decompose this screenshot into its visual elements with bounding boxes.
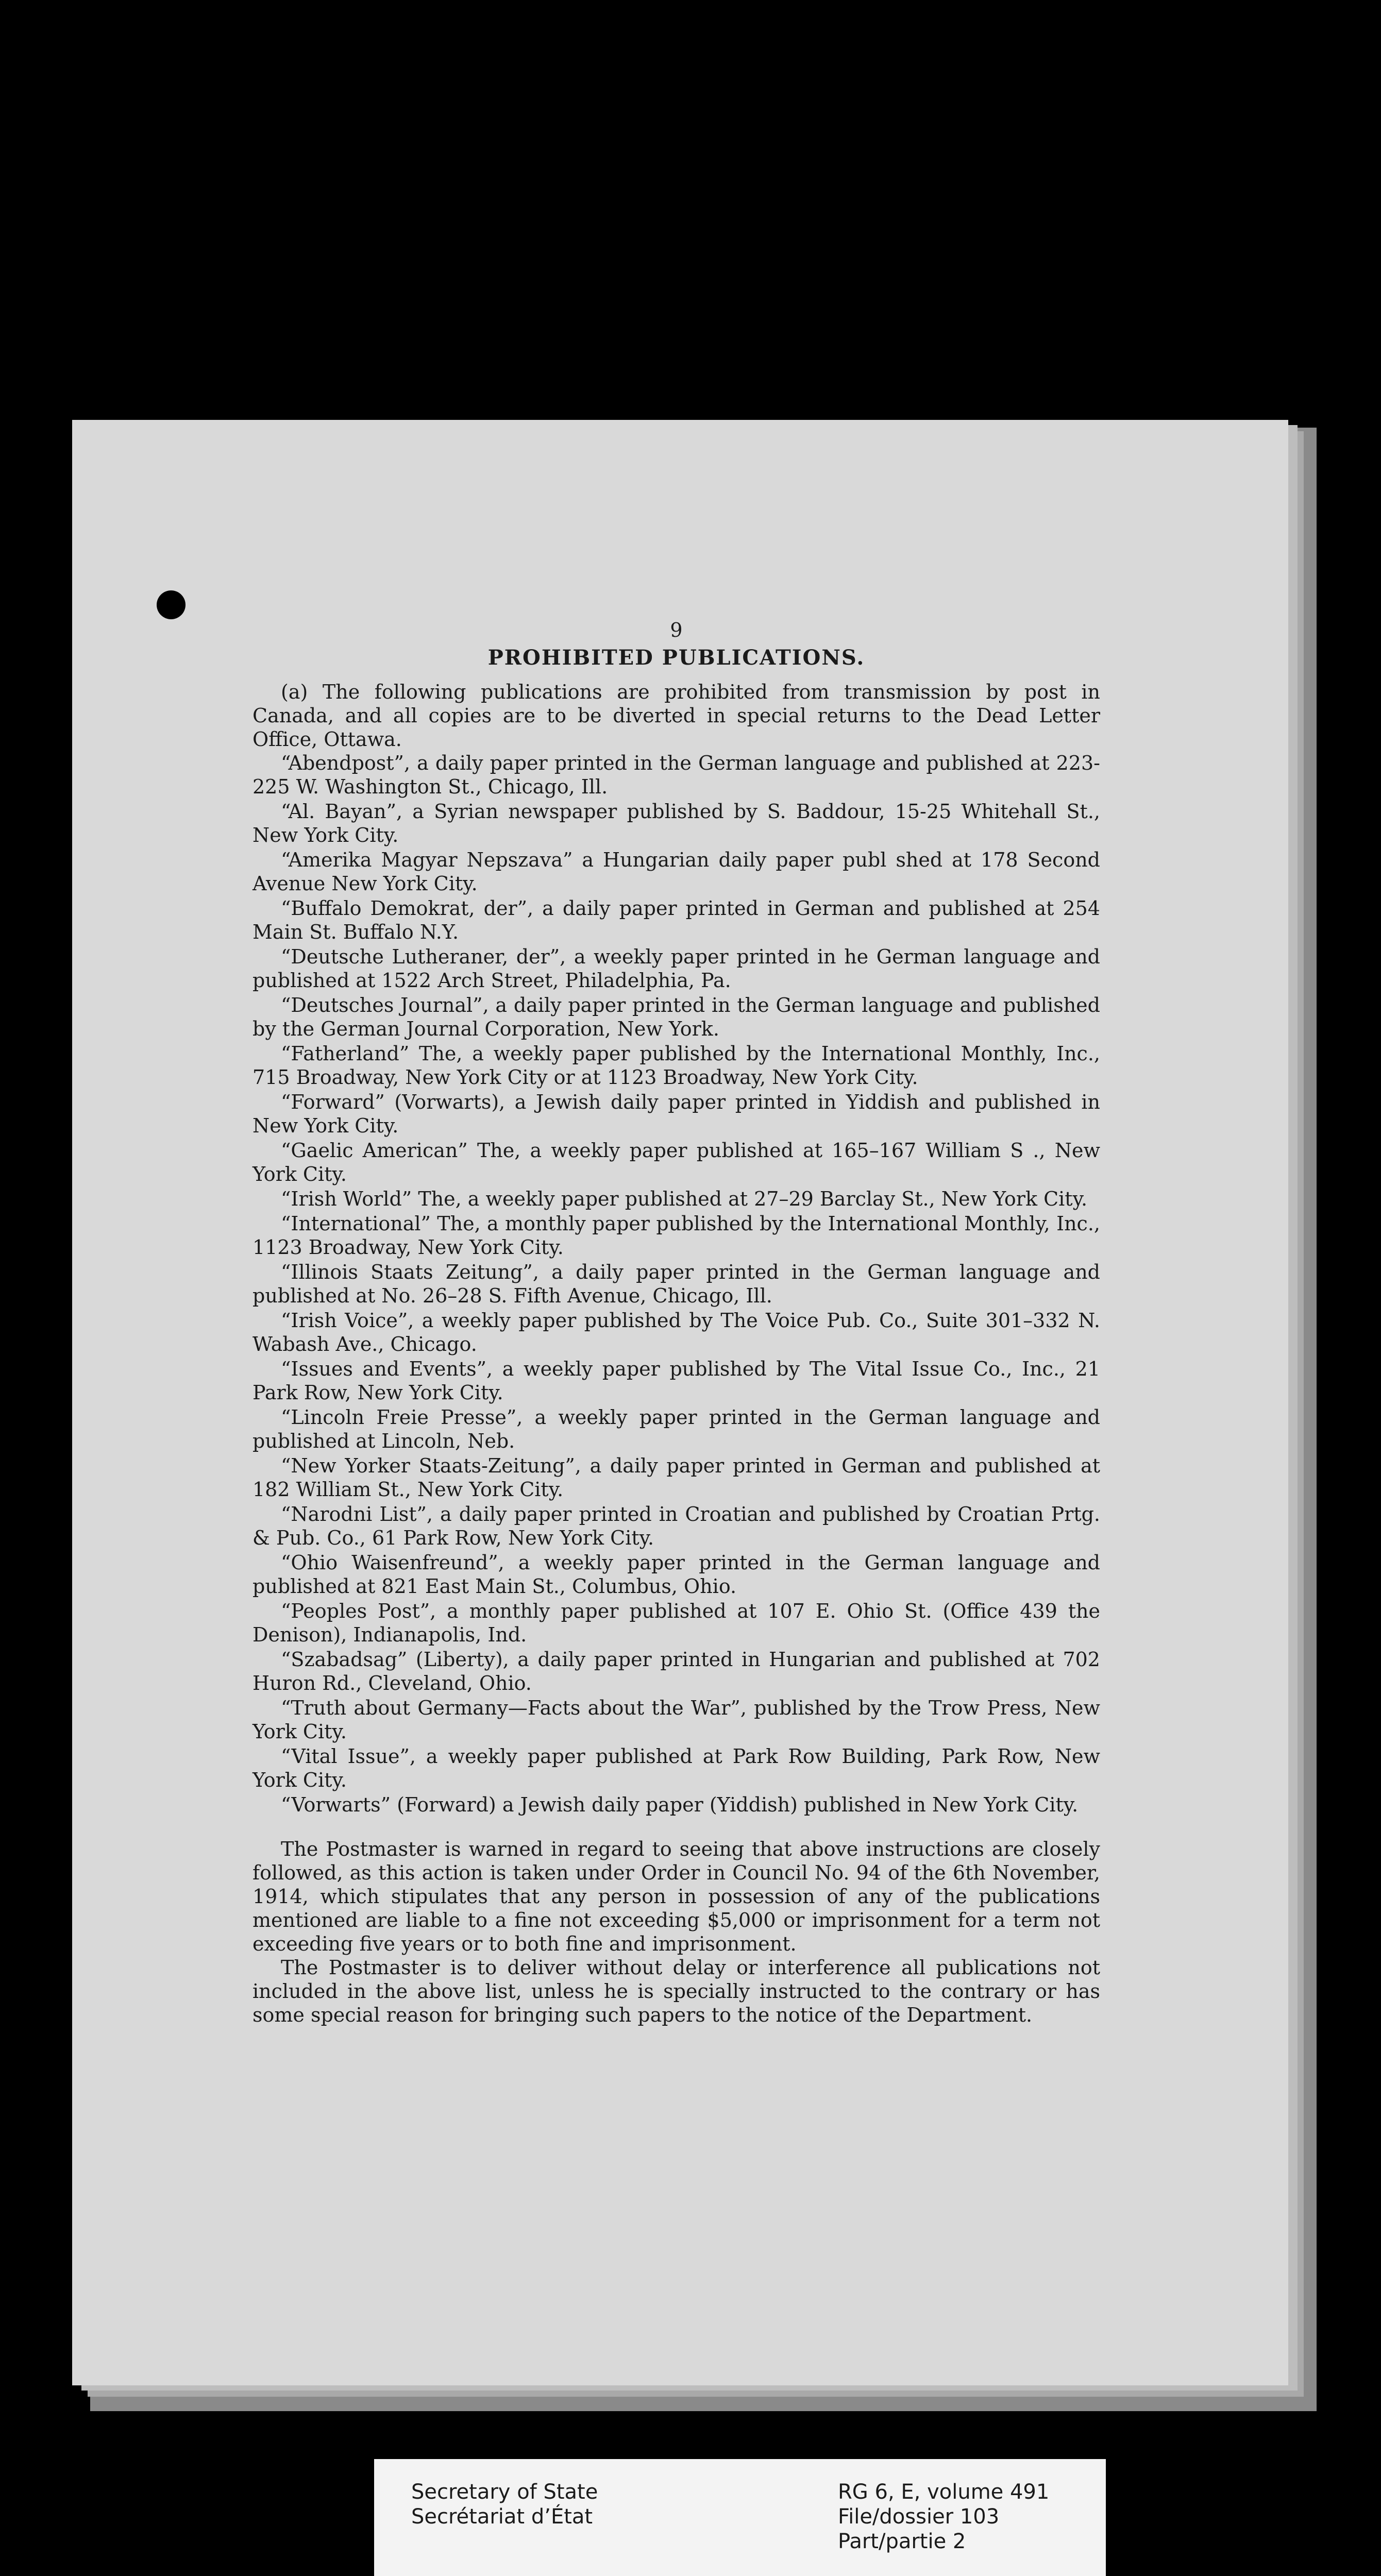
publication-entry: “Vorwarts” (Forward) a Jewish daily paper (Yiddish) published in New York City. — [281, 1793, 1079, 1816]
publication-entry: “Issues and Events”, a weekly paper published by The Vital Issue Co., Inc., 21 Park Row, New York City. — [252, 1358, 1100, 1404]
publication-entry: “Lincoln Freie Presse”, a weekly paper printed in the German language and published at Lincoln, Neb. — [252, 1406, 1100, 1452]
publication-list — [252, 751, 1100, 1817]
publication-entry: “Abendpost”, a daily paper printed in the German language and published at 223-225 W. Washington St., Chicago, Ill. — [252, 752, 1100, 798]
publication-entry: “Irish Voice”, a weekly paper published by The Voice Pub. Co., Suite 301–332 N. Wabash Ave., Chicago. — [252, 1309, 1100, 1355]
department-block — [411, 2480, 598, 2529]
publication-entry: “Irish World” The, a weekly paper published at 27–29 Barclay St., New York City. — [281, 1188, 1088, 1210]
publication-entry: “Deutsches Journal”, a daily paper printed in the German language and published by the German Journal Corporation, New York. — [252, 994, 1100, 1040]
punch-hole — [157, 590, 186, 619]
intro-paragraph: (a) The following publications are prohibited from transmission by post in Canada, and all copies are to be diverted in special returns to the Dead Letter Office, Ottawa. — [252, 681, 1100, 751]
publication-entry: “Illinois Staats Zeitung”, a daily paper printed in the German language and published at No. 26–28 S. Fifth Avenue, Chicago, Ill. — [252, 1261, 1100, 1307]
archive-reference-label — [374, 2459, 1106, 2576]
publication-entry: “Fatherland” The, a weekly paper published by the International Monthly, Inc., 715 Broadway, New York City or at 1123 Broadway, New York City. — [252, 1042, 1100, 1089]
publication-entry: “International” The, a monthly paper published by the International Monthly, Inc., 1123 Broadway, New York City. — [252, 1212, 1100, 1259]
publication-entry: “New Yorker Staats-Zeitung”, a daily paper printed in German and published at 182 William St., New York City. — [252, 1454, 1100, 1501]
publication-entry: “Truth about Germany—Facts about the War”, published by the Trow Press, New York City. — [252, 1697, 1100, 1743]
publication-entry: “Gaelic American” The, a weekly paper published at 165–167 William S ., New York City. — [252, 1139, 1100, 1185]
publication-entry: “Deutsche Lutheraner, der”, a weekly paper printed in he German language and published at 1522 Arch Street, Philadelphia, Pa. — [252, 945, 1100, 992]
document-content — [252, 618, 1100, 2027]
reference-volume: RG 6, E, volume 491 — [838, 2480, 1050, 2504]
publication-entry: “Forward” (Vorwarts), a Jewish daily paper printed in Yiddish and published in New York City. — [252, 1091, 1100, 1137]
closing-paragraph-warning: The Postmaster is warned in regard to seeing that above instructions are closely followed, as this action is taken under Order in Council No. 94 of the 6th November, 1914, which stipulates that any person in possession of any of the publications mentioned are liable to a fine not exceeding $5,000 or imprisonment for a term not exceeding five years or to both fine and imprisonment. — [252, 1838, 1100, 1955]
reference-block — [838, 2480, 1049, 2554]
closing-paragraph-delivery: The Postmaster is to deliver without delay or interference all publications not included in the above list, unless he is specially instructed to the contrary or has some special reason for bringing such papers to the notice of the Department. — [252, 1956, 1100, 2026]
department-french: Secrétariat d’État — [411, 2505, 593, 2529]
department-english: Secretary of State — [411, 2480, 598, 2504]
reference-file: File/dossier 103 — [838, 2505, 1000, 2529]
publication-entry: “Vital Issue”, a weekly paper published at Park Row Building, Park Row, New York City. — [252, 1745, 1100, 1791]
publication-entry: “Szabadsag” (Liberty), a daily paper printed in Hungarian and published at 702 Huron Rd., Cleveland, Ohio. — [252, 1648, 1100, 1694]
reference-part: Part/partie 2 — [838, 2530, 966, 2553]
page-number: 9 — [670, 619, 683, 641]
publication-entry: “Buffalo Demokrat, der”, a daily paper printed in German and published at 254 Main St. Buffalo N.Y. — [252, 897, 1100, 943]
publication-entry: “Peoples Post”, a monthly paper published at 107 E. Ohio St. (Office 439 the Denison), Indianapolis, Ind. — [252, 1600, 1100, 1646]
publication-entry: “Al. Bayan”, a Syrian newspaper published by S. Baddour, 15-25 Whitehall St., New York City. — [252, 800, 1100, 846]
publication-entry: “Narodni List”, a daily paper printed in Croatian and published by Croatian Prtg. & Pub. Co., 61 Park Row, New York City. — [252, 1503, 1100, 1549]
page-title: PROHIBITED PUBLICATIONS. — [487, 646, 865, 670]
publication-entry: “Amerika Magyar Nepszava” a Hungarian daily paper publ shed at 178 Second Avenue New York City. — [252, 849, 1100, 895]
publication-entry: “Ohio Waisenfreund”, a weekly paper printed in the German language and published at 821 East Main St., Columbus, Ohio. — [252, 1551, 1100, 1598]
